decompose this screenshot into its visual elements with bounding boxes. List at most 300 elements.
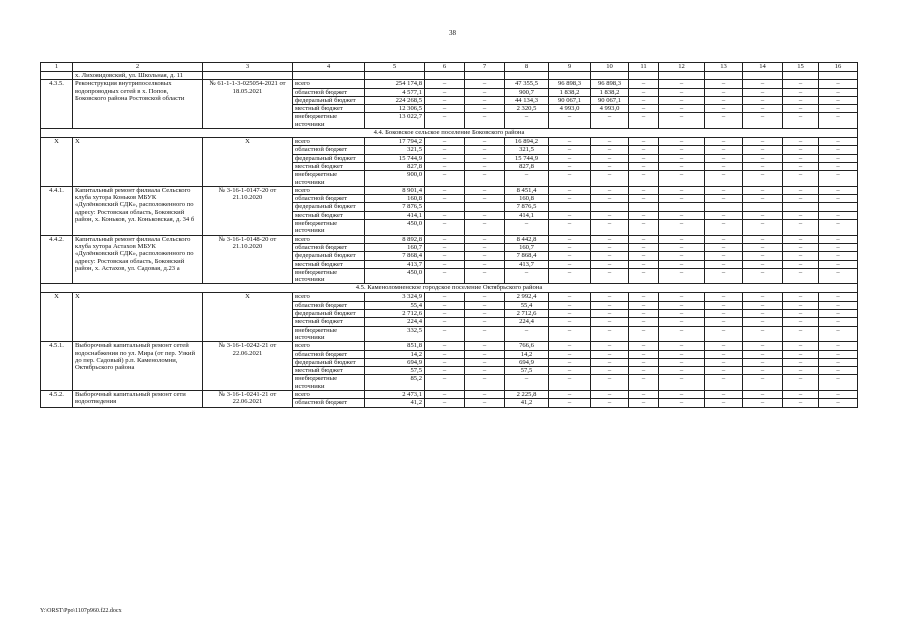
value-cell: – — [743, 342, 783, 350]
value-cell: – — [705, 399, 743, 407]
value-cell: – — [705, 235, 743, 243]
value-cell: – — [659, 88, 705, 96]
value-cell: – — [549, 350, 591, 358]
table-row — [41, 72, 858, 80]
funding-source: областной бюджет — [293, 301, 365, 309]
doc-reference: Х — [203, 293, 293, 342]
value-cell: – — [783, 342, 819, 350]
value-cell: 8 892,8 — [365, 235, 425, 243]
file-path-footer: Y:\ORST\Ppo\1107p960.f22.docx — [40, 608, 122, 614]
funding-source: местный бюджет — [293, 260, 365, 268]
value-cell: – — [465, 146, 505, 154]
value-cell: – — [425, 301, 465, 309]
value-cell: – — [591, 252, 629, 260]
value-cell: – — [465, 260, 505, 268]
value-cell: 14,2 — [365, 350, 425, 358]
section-row — [41, 129, 858, 138]
value-cell: – — [705, 80, 743, 88]
value-cell: – — [705, 260, 743, 268]
value-cell: – — [743, 186, 783, 194]
value-cell: 8 442,8 — [505, 235, 549, 243]
value-cell: – — [819, 211, 858, 219]
value-cell: – — [659, 342, 705, 350]
value-cell: – — [819, 195, 858, 203]
value-cell: – — [425, 326, 465, 342]
value-cell: – — [629, 154, 659, 162]
value-cell: – — [659, 171, 705, 187]
value-cell: – — [465, 80, 505, 88]
value-cell: – — [743, 220, 783, 236]
value-cell: – — [629, 235, 659, 243]
value-cell: – — [705, 220, 743, 236]
funding-source: областной бюджет — [293, 243, 365, 251]
value-cell: 413,7 — [505, 260, 549, 268]
value-cell: 8 451,4 — [505, 186, 549, 194]
value-cell: – — [465, 162, 505, 170]
value-cell: – — [659, 390, 705, 398]
value-cell: – — [743, 293, 783, 301]
value-cell: – — [743, 318, 783, 326]
value-cell: – — [591, 195, 629, 203]
value-cell: – — [705, 186, 743, 194]
funding-source: всего — [293, 186, 365, 194]
item-name: Выборочный капитальный ремонт сетей водоснабжения по ул. Мира (от пер. Узкий до пер. Садовый) р.п. Каменоломни, Октябрьского района — [73, 342, 203, 391]
value-cell: – — [465, 358, 505, 366]
value-cell: – — [743, 80, 783, 88]
value-cell: – — [659, 243, 705, 251]
value-cell: – — [465, 318, 505, 326]
value-cell: 2 712,6 — [505, 310, 549, 318]
value-cell: – — [549, 113, 591, 129]
funding-source: федеральный бюджет — [293, 252, 365, 260]
value-cell: – — [425, 399, 465, 407]
column-number-cell: 4 — [293, 63, 365, 72]
column-number-cell: 12 — [659, 63, 705, 72]
value-cell: – — [743, 154, 783, 162]
value-cell: – — [743, 310, 783, 318]
value-cell — [819, 203, 858, 211]
value-cell: 7 876,5 — [505, 203, 549, 211]
value-cell: 7 868,4 — [505, 252, 549, 260]
value-cell: – — [659, 96, 705, 104]
funding-source: федеральный бюджет — [293, 154, 365, 162]
value-cell: – — [819, 243, 858, 251]
value-cell: 14,2 — [505, 350, 549, 358]
value-cell: – — [629, 350, 659, 358]
value-cell: 694,9 — [365, 358, 425, 366]
funding-source: федеральный бюджет — [293, 96, 365, 104]
value-cell: – — [591, 162, 629, 170]
value-cell: – — [629, 310, 659, 318]
item-number: 4.5.1. — [41, 342, 73, 391]
value-cell: – — [819, 96, 858, 104]
item-name: Реконструкция внутрипоселковых водопроводных сетей в х. Попов, Боковского района Ростовской области — [73, 80, 203, 129]
value-cell: – — [505, 220, 549, 236]
value-cell: – — [425, 80, 465, 88]
item-number: Х — [41, 293, 73, 342]
value-cell: – — [819, 80, 858, 88]
value-cell: 1 838,2 — [549, 88, 591, 96]
value-cell: 160,7 — [505, 243, 549, 251]
value-cell: 414,1 — [365, 211, 425, 219]
value-cell: – — [705, 162, 743, 170]
value-cell: – — [425, 318, 465, 326]
value-cell: – — [743, 138, 783, 146]
value-cell: 96 898,3 — [591, 80, 629, 88]
value-cell: – — [549, 318, 591, 326]
value-cell: – — [425, 342, 465, 350]
value-cell: – — [783, 367, 819, 375]
value-cell: – — [629, 326, 659, 342]
column-number-cell: 8 — [505, 63, 549, 72]
funding-source: федеральный бюджет — [293, 203, 365, 211]
funding-source: федеральный бюджет — [293, 310, 365, 318]
value-cell: – — [549, 310, 591, 318]
value-cell: – — [819, 220, 858, 236]
value-cell: – — [783, 293, 819, 301]
value-cell: – — [705, 318, 743, 326]
value-cell: – — [591, 243, 629, 251]
value-cell: – — [591, 146, 629, 154]
value-cell: – — [425, 310, 465, 318]
value-cell: – — [659, 146, 705, 154]
value-cell: – — [783, 105, 819, 113]
value-cell: – — [425, 162, 465, 170]
value-cell: – — [705, 154, 743, 162]
funding-source: федеральный бюджет — [293, 358, 365, 366]
value-cell: 90 067,1 — [591, 96, 629, 104]
funding-source: всего — [293, 138, 365, 146]
value-cell: – — [465, 105, 505, 113]
value-cell: 224 268,5 — [365, 96, 425, 104]
value-cell: 413,7 — [365, 260, 425, 268]
value-cell: – — [783, 301, 819, 309]
value-cell: – — [743, 235, 783, 243]
value-cell: – — [819, 138, 858, 146]
value-cell: 55,4 — [505, 301, 549, 309]
value-cell: 12 306,5 — [365, 105, 425, 113]
value-cell: 44 134,3 — [505, 96, 549, 104]
value-cell: – — [705, 146, 743, 154]
value-cell: – — [591, 113, 629, 129]
funding-source: местный бюджет — [293, 105, 365, 113]
column-number-cell: 6 — [425, 63, 465, 72]
value-cell: – — [629, 162, 659, 170]
funding-source: всего — [293, 80, 365, 88]
value-cell: 160,7 — [365, 243, 425, 251]
value-cell: – — [743, 113, 783, 129]
value-cell: – — [743, 96, 783, 104]
value-cell: – — [549, 326, 591, 342]
table-row — [41, 390, 858, 398]
value-cell: – — [629, 186, 659, 194]
value-cell: – — [629, 375, 659, 391]
value-cell: – — [783, 235, 819, 243]
value-cell: 4 993,0 — [591, 105, 629, 113]
value-cell: – — [425, 367, 465, 375]
value-cell: – — [743, 211, 783, 219]
value-cell: – — [591, 260, 629, 268]
value-cell: – — [425, 96, 465, 104]
value-cell: – — [549, 358, 591, 366]
value-cell: – — [705, 390, 743, 398]
value-cell: – — [743, 260, 783, 268]
value-cell: – — [425, 350, 465, 358]
value-cell: 41,2 — [365, 399, 425, 407]
value-cell: – — [465, 252, 505, 260]
value-cell: – — [465, 88, 505, 96]
empty-cell — [425, 72, 465, 80]
value-cell: – — [591, 171, 629, 187]
item-name: Х — [73, 293, 203, 342]
value-cell: – — [783, 146, 819, 154]
value-cell: – — [549, 342, 591, 350]
value-cell: – — [783, 318, 819, 326]
value-cell: – — [425, 375, 465, 391]
value-cell: – — [743, 171, 783, 187]
value-cell: – — [629, 138, 659, 146]
value-cell: – — [819, 268, 858, 284]
value-cell: – — [425, 243, 465, 251]
value-cell: 2 712,6 — [365, 310, 425, 318]
value-cell: – — [549, 162, 591, 170]
value-cell: 7 868,4 — [365, 252, 425, 260]
value-cell: 4 577,1 — [365, 88, 425, 96]
column-number-cell: 13 — [705, 63, 743, 72]
value-cell: – — [425, 186, 465, 194]
value-cell: 766,6 — [505, 342, 549, 350]
value-cell: – — [783, 310, 819, 318]
value-cell: – — [629, 301, 659, 309]
value-cell: – — [465, 138, 505, 146]
value-cell: – — [505, 268, 549, 284]
value-cell: – — [705, 105, 743, 113]
value-cell: – — [465, 375, 505, 391]
value-cell: – — [783, 211, 819, 219]
value-cell: – — [659, 399, 705, 407]
value-cell: – — [783, 390, 819, 398]
value-cell: – — [659, 195, 705, 203]
value-cell: – — [783, 326, 819, 342]
table-row — [41, 138, 858, 146]
value-cell: 57,5 — [505, 367, 549, 375]
value-cell: – — [819, 162, 858, 170]
value-cell: – — [425, 211, 465, 219]
value-cell: – — [629, 243, 659, 251]
value-cell: – — [425, 88, 465, 96]
value-cell — [591, 203, 629, 211]
item-number: 4.5.2. — [41, 390, 73, 407]
value-cell: – — [629, 252, 659, 260]
value-cell: – — [465, 301, 505, 309]
value-cell: – — [629, 318, 659, 326]
empty-cell — [629, 72, 659, 80]
value-cell: – — [819, 367, 858, 375]
value-cell: – — [591, 367, 629, 375]
value-cell: – — [465, 220, 505, 236]
value-cell: – — [659, 113, 705, 129]
empty-cell — [505, 72, 549, 80]
value-cell: – — [743, 162, 783, 170]
value-cell: – — [629, 146, 659, 154]
value-cell: 55,4 — [365, 301, 425, 309]
value-cell: – — [425, 268, 465, 284]
value-cell: – — [659, 318, 705, 326]
value-cell: – — [659, 162, 705, 170]
value-cell — [629, 203, 659, 211]
value-cell: – — [591, 220, 629, 236]
value-cell: 851,8 — [365, 342, 425, 350]
value-cell: – — [629, 342, 659, 350]
header-row — [41, 63, 858, 72]
column-number-cell: 10 — [591, 63, 629, 72]
value-cell: – — [705, 367, 743, 375]
value-cell: – — [629, 399, 659, 407]
value-cell: – — [783, 260, 819, 268]
value-cell: 13 022,7 — [365, 113, 425, 129]
value-cell: – — [659, 268, 705, 284]
value-cell — [659, 203, 705, 211]
value-cell: – — [425, 138, 465, 146]
section-title: 4.4. Боковское сельское поселение Боковского района — [41, 129, 858, 138]
value-cell: – — [743, 268, 783, 284]
value-cell: – — [465, 186, 505, 194]
value-cell: – — [549, 211, 591, 219]
value-cell: – — [591, 350, 629, 358]
value-cell: – — [705, 301, 743, 309]
value-cell: – — [465, 243, 505, 251]
value-cell: 900,7 — [505, 88, 549, 96]
value-cell: – — [705, 293, 743, 301]
value-cell: – — [549, 260, 591, 268]
value-cell: – — [549, 220, 591, 236]
section-title: 4.5. Каменоломненское городское поселение Октябрьского района — [41, 284, 858, 293]
value-cell: – — [591, 293, 629, 301]
table-row — [41, 186, 858, 194]
empty-cell — [365, 72, 425, 80]
column-number-cell: 11 — [629, 63, 659, 72]
value-cell: 2 225,8 — [505, 390, 549, 398]
value-cell: – — [425, 293, 465, 301]
item-name: Выборочный капитальный ремонт сети водоотведения — [73, 390, 203, 407]
value-cell: 254 174,8 — [365, 80, 425, 88]
value-cell — [425, 203, 465, 211]
value-cell: – — [425, 220, 465, 236]
funding-source: всего — [293, 390, 365, 398]
table-row — [41, 293, 858, 301]
value-cell: – — [783, 154, 819, 162]
value-cell: – — [629, 105, 659, 113]
empty-cell — [743, 72, 783, 80]
empty-cell — [465, 72, 505, 80]
empty-cell — [783, 72, 819, 80]
value-cell: – — [591, 358, 629, 366]
value-cell: – — [549, 268, 591, 284]
empty-cell — [549, 72, 591, 80]
value-cell: – — [743, 367, 783, 375]
column-number-cell: 16 — [819, 63, 858, 72]
value-cell: – — [591, 268, 629, 284]
value-cell: – — [465, 154, 505, 162]
value-cell: – — [465, 195, 505, 203]
value-cell: – — [659, 375, 705, 391]
value-cell: 450,0 — [365, 220, 425, 236]
empty-cell — [293, 72, 365, 80]
value-cell: – — [659, 220, 705, 236]
doc-reference: № 3-16-1-0242-21 от 22.06.2021 — [203, 342, 293, 391]
funding-source: внебюджетные источники — [293, 220, 365, 236]
value-cell: 2 992,4 — [505, 293, 549, 301]
value-cell: 2 320,5 — [505, 105, 549, 113]
value-cell: – — [743, 399, 783, 407]
funding-source: всего — [293, 235, 365, 243]
value-cell: – — [705, 113, 743, 129]
value-cell: – — [743, 243, 783, 251]
column-number-cell: 9 — [549, 63, 591, 72]
value-cell: 15 744,9 — [365, 154, 425, 162]
funding-source: областной бюджет — [293, 146, 365, 154]
value-cell: – — [629, 390, 659, 398]
value-cell: – — [783, 80, 819, 88]
value-cell: – — [705, 211, 743, 219]
value-cell: – — [591, 154, 629, 162]
value-cell: 450,0 — [365, 268, 425, 284]
value-cell: – — [465, 310, 505, 318]
value-cell: – — [819, 154, 858, 162]
value-cell: – — [705, 243, 743, 251]
value-cell: – — [659, 301, 705, 309]
value-cell: – — [659, 260, 705, 268]
empty-cell — [203, 72, 293, 80]
value-cell: – — [549, 293, 591, 301]
value-cell: – — [465, 211, 505, 219]
value-cell: – — [705, 268, 743, 284]
value-cell: – — [549, 186, 591, 194]
value-cell: – — [743, 146, 783, 154]
value-cell: – — [705, 195, 743, 203]
value-cell: – — [659, 186, 705, 194]
value-cell: – — [743, 375, 783, 391]
value-cell: – — [629, 211, 659, 219]
value-cell: – — [659, 154, 705, 162]
value-cell: – — [465, 399, 505, 407]
item-name: Капитальный ремонт филиала Сельского клуба хутора Астахов МБУК «Дулёнковский СДК», расположенного по адресу: Ростовская область, Боковский район, х. Астахов, ул. Садовая, д.23 а — [73, 235, 203, 284]
value-cell: – — [465, 96, 505, 104]
value-cell: – — [425, 154, 465, 162]
value-cell: – — [591, 342, 629, 350]
value-cell: – — [819, 399, 858, 407]
value-cell: – — [425, 105, 465, 113]
empty-cell — [819, 72, 858, 80]
value-cell: – — [549, 146, 591, 154]
value-cell: – — [743, 195, 783, 203]
value-cell: – — [705, 358, 743, 366]
value-cell: 160,8 — [365, 195, 425, 203]
value-cell: 96 898,3 — [549, 80, 591, 88]
value-cell: – — [705, 252, 743, 260]
value-cell: – — [659, 350, 705, 358]
item-name: Капитальный ремонт филиала Сельского клуба хутора Коньков МБУК «Дулёнковский СДК», расположенного по адресу: Ростовская область, Боковский район, х. Коньков, ул. Коньковская, д. 34 б — [73, 186, 203, 235]
value-cell: – — [465, 326, 505, 342]
table-row — [41, 235, 858, 243]
value-cell: – — [549, 235, 591, 243]
value-cell: 224,4 — [365, 318, 425, 326]
column-number-cell: 1 — [41, 63, 73, 72]
value-cell: – — [465, 171, 505, 187]
value-cell: – — [425, 390, 465, 398]
value-cell: – — [549, 375, 591, 391]
column-number-cell: 2 — [73, 63, 203, 72]
